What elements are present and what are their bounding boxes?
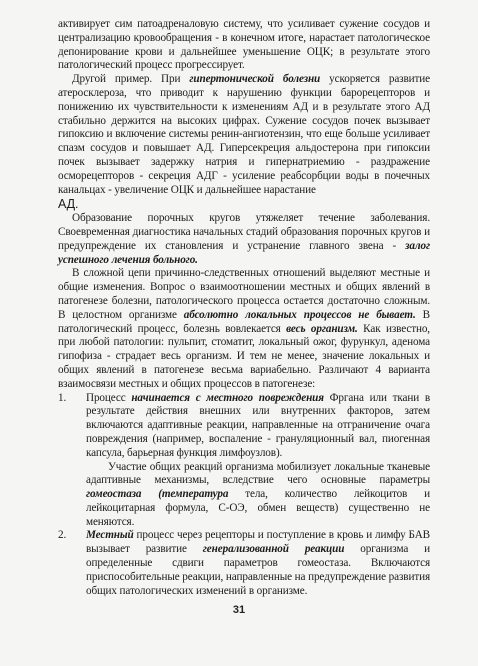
li1-p2-text-a: Участие общих реакций организма мобилизует локальные тканевые адаптивные механизмы, вследствие чего основные параметры [86, 460, 430, 487]
page-body [58, 18, 430, 598]
p2-text-b: ускоряется развитие атеросклероза, что приводит к нарушению функции барорецепторов и понижению их чувствительности к изменениям АД и в результате этого АД стабильно держится на высоких цифрах. Сужение сосудов почек вызывает гипоксию и включение системы ренин-ангиотензин, что еще больше усиливает спазм сосудов и повышает АД. Гиперсекреция альдостерона при гипоксии почек вызывает задержку натрия и гипернатриемию - раздражение осморецепторов - секреция АДГ - усиление реабсорбции воды в почечных канальцах - увеличение ОЦК и дальнейшее нарастание [58, 73, 430, 196]
li1-p2-emphasis: гомеостаза (температура [86, 488, 229, 501]
li1-emphasis: начинается с местного повреждения [131, 391, 324, 404]
p2-emphasis: гипертонической болезни [189, 73, 321, 86]
paragraph-1: активирует сим патоадреналовую систему, что усиливает сужение сосудов и централизацию кровообращения - в конечном итоге, нарастает патологическое депонирование крови и дальнейшее уменьшение ОЦК; в результате этого патологический процесс прогрессирует. [58, 18, 430, 72]
p3-text-a: Образование порочных кругов утяжеляет течение заболевания. Своевременная диагностика начальных стадий образования порочных кругов и предупреждение их становления и устранение главного звена - [58, 212, 430, 252]
li2-text-a: процесс через рецепторы и поступление в кровь и лимфу БАВ вызывает развитие [86, 529, 430, 556]
li1-p2-text-b: тела, количество лейкоцитов и лейкоцитарная формула, С-ОЭ, обмен веществ) существенно не меняются. [86, 488, 430, 528]
li1-text-b: Фргана или ткани в результате действия внешних или внутренних факторов, затем включаются адаптивные реакции, направленные на отграничение очага повреждения (например, воспаление - грануляционный вал, пиогенная капсула, барьерная функция лимфоузлов). [86, 391, 430, 459]
p2-text-a: Другой пример. При [72, 73, 190, 86]
li2-emphasis-2: генерализованной реакции [202, 543, 345, 556]
list-number: 1. [58, 391, 67, 404]
p4-emphasis-1: абсолютно локальных процессов не бывает. [183, 308, 416, 321]
p4-emphasis-2: весь организм. [286, 322, 358, 335]
p4-text-c: Как известно, при любой патологии: пульпит, стоматит, локальный ожог, фурункул, аденома гипофиза - страдает весь организм. И тем не менее, значение локальных и общих явлений в патогенезе весьма вариабельно. Различают 4 варианта взаимосвязи местных и общих процессов в патогенезе: [58, 322, 430, 390]
li1-text-a: Процесс [86, 391, 132, 404]
page-number: 31 [232, 604, 246, 616]
paragraph-2 [58, 73, 430, 197]
list-number: 2. [58, 529, 67, 542]
li2-emphasis-1: Местный [86, 529, 134, 542]
p4-text-a: В сложной цепи причинно-следственных отношений выделяют местные и общие изменения. Вопрос о взаимоотношении местных и общих явлений в патогенезе болезни, патологического процесса остается достаточно сложным. В целостном организме [58, 267, 430, 321]
p4-text-b: В патологический процесс, болезнь вовлекается [58, 308, 430, 335]
p2-ad-line: АД. [58, 197, 79, 212]
li2-text-b: организма и определенные сдвиги параметров гомеостаза. Включаются приспособительные реакции, направленные на предупреждение развития общих патологических изменений в организме. [86, 543, 431, 597]
list-item-1-para-2 [86, 461, 430, 530]
paragraph-4 [58, 267, 430, 391]
list-item [58, 392, 430, 530]
list-item [58, 529, 430, 598]
list-item-2-text [86, 529, 430, 598]
paragraph-3 [58, 212, 430, 267]
p3-emphasis: залог успешного лечения больного. [58, 239, 430, 266]
variants-list [58, 392, 430, 599]
list-item-1-text [86, 392, 430, 461]
